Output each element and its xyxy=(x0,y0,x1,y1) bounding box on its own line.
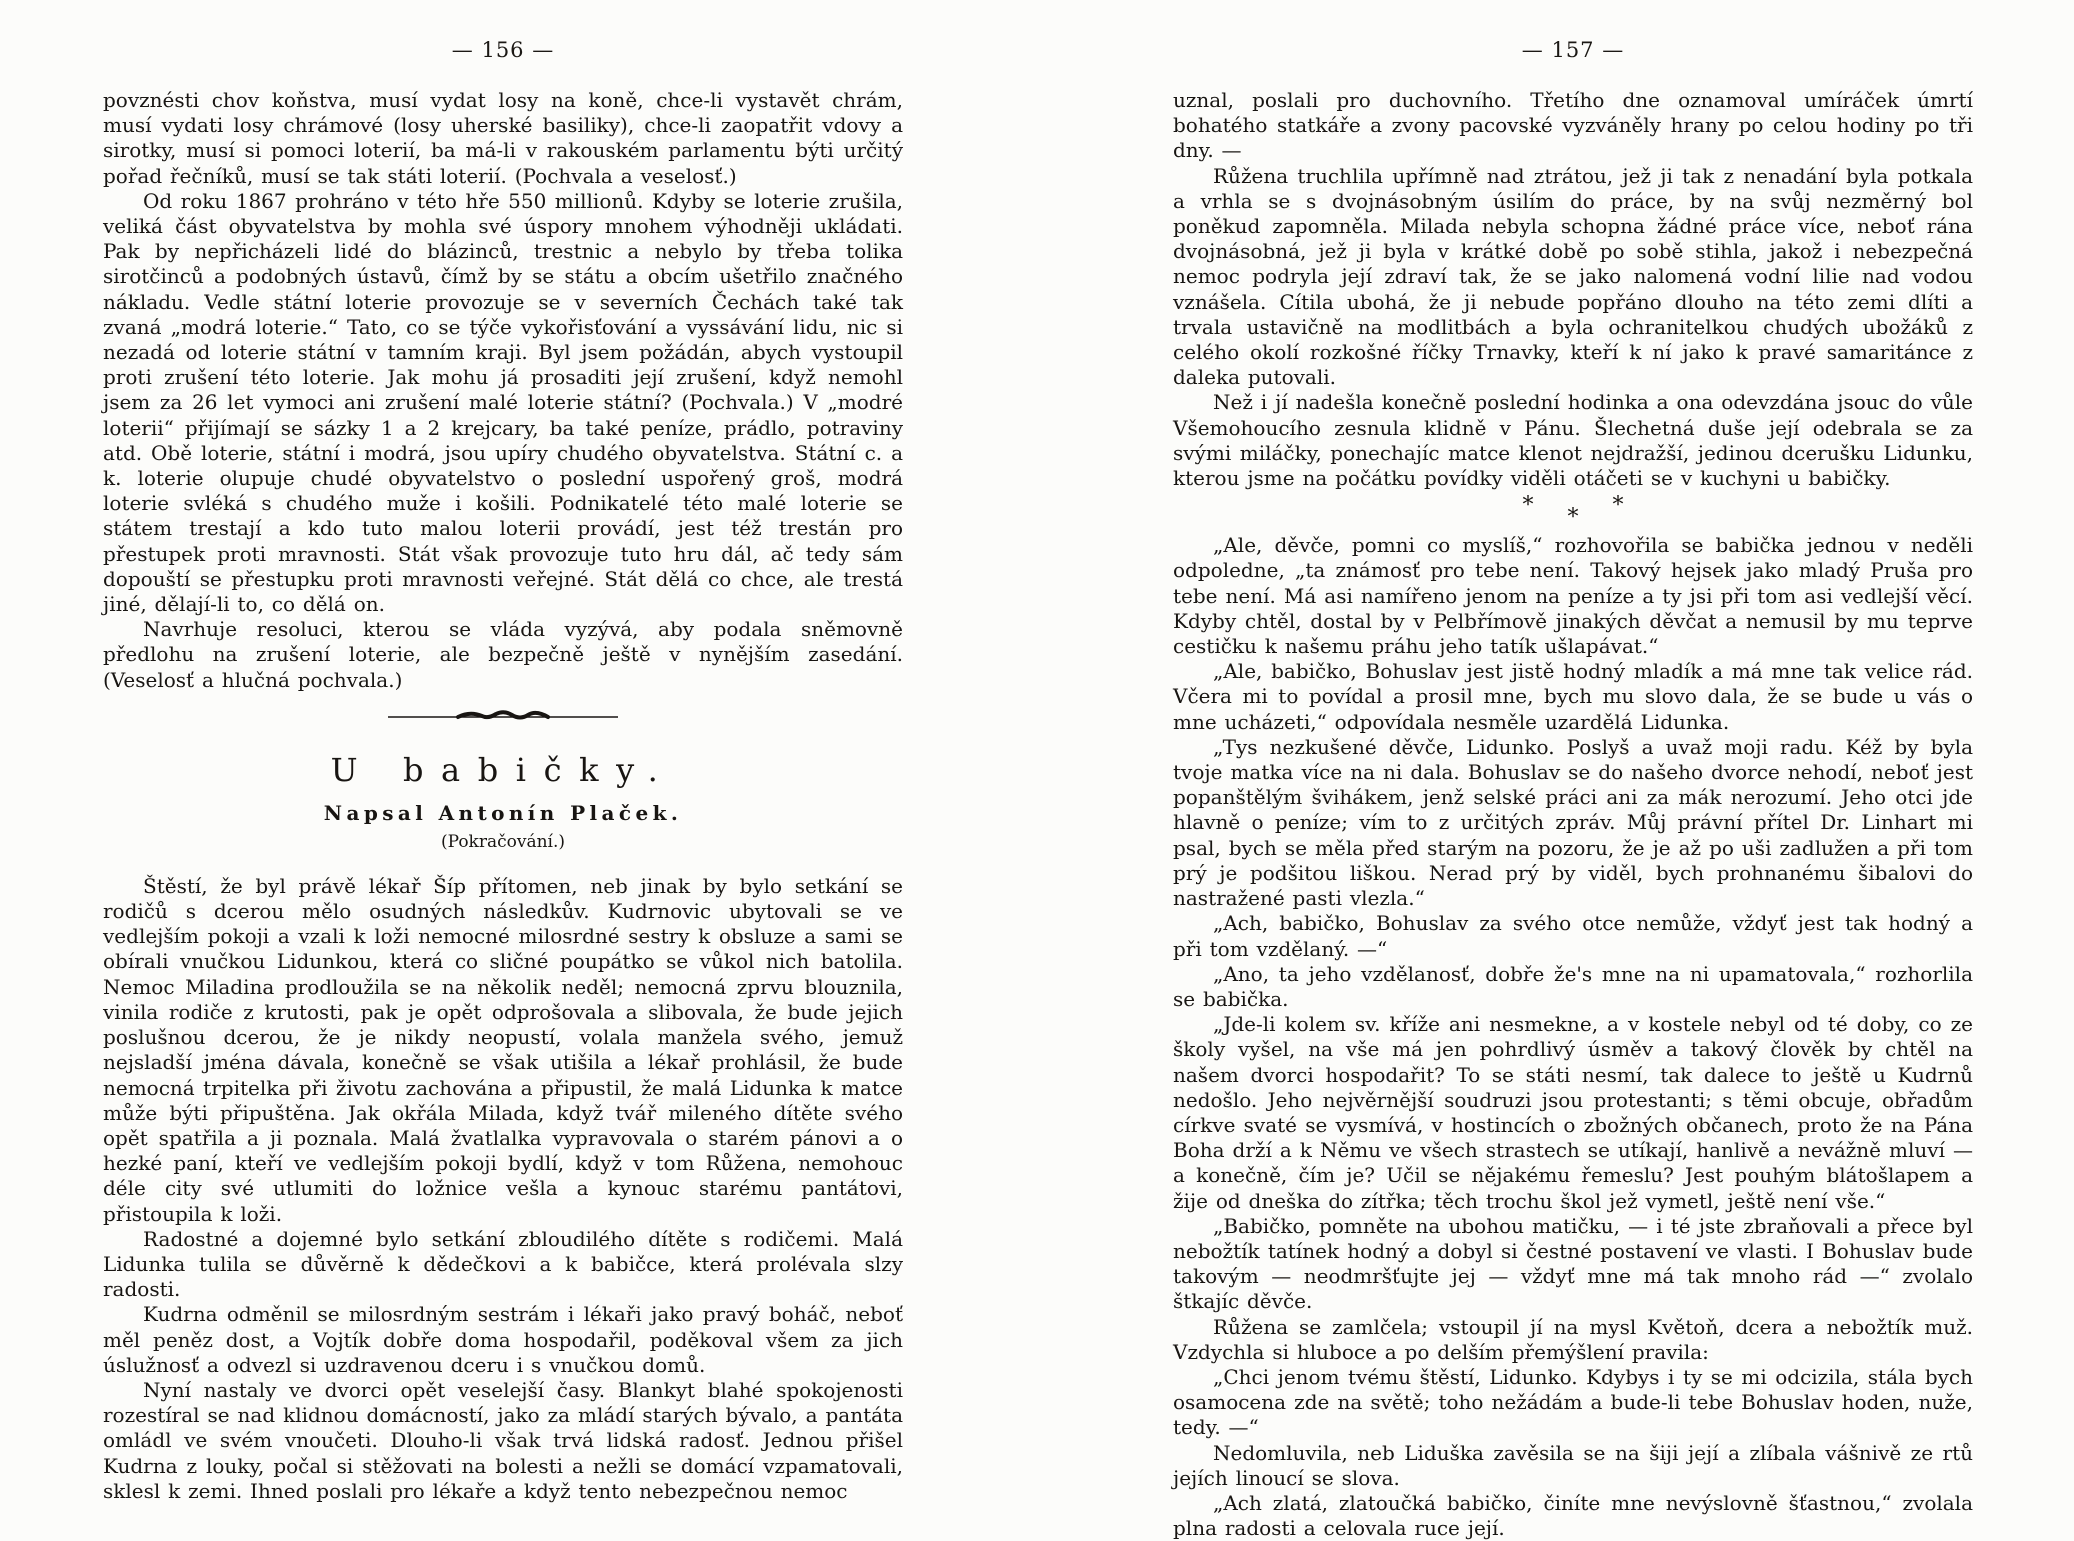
paragraph: Než i jí nadešla konečně poslední hodinka a ona odevzdána jsouc do vůle Všemohoucího zesnula klidně v Pánu. Šlechetná duše její odebrala se za svými miláčky, ponechajíc matce klenot nejdražší, jedinou dcerušku Lidunku, kterou jsme na počátku povídky viděli otáčeti se v kuchyni u babičky. xyxy=(1173,390,1973,491)
right-page xyxy=(1173,38,1973,1541)
paragraph: „Tys nezkušené děvče, Lidunko. Poslyš a uvaž moji radu. Kéž by byla tvoje matka více na ni dala. Bohuslav se do našeho dvorce nehodí, neboť jest popanštělým švihákem, jenž selské práci ani za mák nerozumí. Jeho otci jde hlavně o peníze; vím to z určitých zpráv. Můj právní přítel Dr. Linhart mi psal, bych se měla před starým na pozoru, že je až po uši zadlužen a při tom prý je podšitou liškou. Nerad prý by viděl, bych prohnanému šibalovi do nastražené pasti vlezla.“ xyxy=(1173,734,1973,911)
asterisk: * xyxy=(1612,493,1624,519)
asterisk: * xyxy=(1522,493,1534,519)
paragraph: „Jde-li kolem sv. kříže ani nesmekne, a v kostele nebyl od té doby, co ze školy vyšel, na vše má jen pohrdlivý úsměv a takový člověk by chtěl na našem dvorci hospodařit? To se státi nesmí, tak dalece to ještě u Kudrnů nedošlo. Jeho nejvěrnější soudruzi jsou protestanti; s těmi obcuje, obřadům církve svaté se vysmívá, v hostincích o zbožných občanech, proto že na Pána Boha drží a k Němu ve všech strastech se utíkají, hanlivě a nevážně mluví — a konečně, čím je? Učil se nějakému řemeslu? Jest pouhým blátošlapem a žije od dneška do zítřka; těch trochu škol jež vymetl, ještě není vše.“ xyxy=(1173,1012,1973,1213)
story-section xyxy=(103,874,903,1504)
asterisk-break xyxy=(1173,493,1973,531)
paragraph: „Babičko, pomněte na ubohou matičku, — i té jste zbraňovali a přece byl nebožtík tatínek hodný a dobyl si čestné postavení ve vlasti. I Bohuslav bude takovým — neodmršťujte jej — vždyť mne má tak mnoho rád —“ zvolalo štkajíc děvče. xyxy=(1173,1213,1973,1314)
dialogue-section xyxy=(1173,533,1973,1541)
page-number: — 157 — xyxy=(1521,38,1625,62)
paragraph: „Chci jenom tvému štěstí, Lidunko. Kdybys i ty se mi odcizila, stála bych osamocena zde na světě; toho nežádám a bude-li tebe Bohuslav hoden, nuže, tedy. —“ xyxy=(1173,1364,1973,1440)
paragraph: Růžena se zamlčela; vstoupil jí na mysl Květoň, dcera a nebožtík muž. Vzdychla si hluboce a po delším přemýšlení pravila: xyxy=(1173,1314,1973,1364)
paragraph: Navrhuje resoluci, kterou se vláda vyzývá, aby podala sněmovně předlohu na zrušení loterie, ale bezpečně ještě v nynějším zasedání. (Veselosť a hlučná pochvala.) xyxy=(103,617,903,692)
paragraph: „Ano, ta jeho vzdělanosť, dobře že's mne na ni upamatovala,“ rozhorlila se babička. xyxy=(1173,961,1973,1011)
paragraph: „Ale, děvče, pomni co myslíš,“ rozhovořila se babička jednou v neděli odpoledne, „ta známosť pro tebe není. Takový hejsek jako mladý Pruša pro tebe není. Má asi namířeno jenom na peníze a ty jsi při tom asi vedlejší věcí. Kdyby chtěl, dostal by v Pelbřímově jinakých děvčat a nemusil by mu teprve cestičku k našemu práhu jeho tatík ušlapávat.“ xyxy=(1173,533,1973,659)
paragraph: Růžena truchlila upřímně nad ztrátou, jež ji tak z nenadání byla potkala a vrhla se s dvojnásobným úsilím do práce, by na svůj nezměrný bol poněkud zapomněla. Milada nebyla schopna žádné práce více, neboť rána dvojnásobná, jež ji byla v krátké době po sobě stihla, jakož i nebezpečná nemoc podryla její zdraví tak, že se jako nalomená vodní lilie nad vodou vznášela. Cítila ubohá, že ji nebude popřáno dlouho na této zemi dlíti a trvala ustavičně na modlitbách a byla ochranitelkou chudých ubožáků z celého okolí rozkošné říčky Trnavky, kteří k ní jako k pravé samaritánce z daleka putovali. xyxy=(1173,163,1973,390)
paragraph: „Ach, babičko, Bohuslav za svého otce nemůže, vždyť jest tak hodný a při tom vzdělaný. —“ xyxy=(1173,911,1973,961)
story-author: Napsal Antonín Plaček. xyxy=(323,800,683,825)
paragraph: Nyní nastaly ve dvorci opět veselejší časy. Blankyt blahé spokojenosti rozestíral se nad klidnou domácností, jako za mládí starých bývalo, a pantáta omládl ve svém vnoučeti. Dlouho-li však trvá lidská radosť. Jednou přišel Kudrna z louky, počal si stěžovati na bolesti a nežli se domácí vzpamatovali, sklesl k zemi. Ihned poslali pro lékaře a když tento nebezpečnou nemoc xyxy=(103,1377,903,1503)
paragraph: Od roku 1867 prohráno v této hře 550 millionů. Kdyby se loterie zrušila, veliká část obyvatelstva by mohla své úspory mnohem výhodněji ukládati. Pak by nepřicházeli lidé do blázinců, trestnic a nebylo by třeba tolika sirotčinců a podobných ústavů, čímž by se státu a obcím ušetřilo značného nákladu. Vedle státní loterie provozuje se v severních Čechách také tak zvaná „modrá loterie.“ Tato, co se týče vykořisťování a vyssávání lidu, nic si nezadá od loterie státní v tamním kraji. Byl jsem požádán, abych vystoupil proti zrušení této loterie. Jak mohu já prosaditi její zrušení, když nemohl jsem za 26 let vymoci ani zrušení malé loterie státní? (Pochvala.) V „modré loterii“ přijímají se sázky 1 a 2 krejcary, ba také peníze, prádlo, potraviny atd. Obě loterie, státní i modrá, jsou upíry chudého obyvatelstva. Státní c. a k. loterie olupuje chudé obyvatelstvo o poslední uspořený groš, modrá loterie svléká s chudého muže i košili. Podnikatelé této malé loterie se státem trestají a kdo tuto malou loterii provádí, jest též trestán pro přestupek proti mravnosti. Stát však provozuje tuto hru dál, ač tedy sám dopouští se přestupku proti mravnosti veřejné. Stát dělá co chce, ale trestá jiné, dělají-li to, co dělá on. xyxy=(103,188,903,617)
section-divider-ornament xyxy=(388,709,618,725)
paragraph: Kudrna odměnil se milosrdným sestrám i lékaři jako pravý boháč, neboť měl peněz dost, a Vojtík dobře doma hospodařil, poděkoval všem za jich úslužnosť a odvezl si uzdravenou dceru i s vnučkou domů. xyxy=(103,1302,903,1377)
page-number: — 156 — xyxy=(451,38,555,62)
continuation-note: (Pokračování.) xyxy=(440,831,566,852)
paragraph: Nedomluvila, neb Liduška zavěsila se na šiji její a zlíbala vášnivě ze rtů jejích linoucí se slova. xyxy=(1173,1440,1973,1490)
paragraph: uznal, poslali pro duchovního. Třetího dne oznamoval umíráček úmrtí bohatého statkáře a zvony pacovské vyzváněly hrany po celou hodiny po tři dny. — xyxy=(1173,88,1973,163)
paragraph: „Ale, babičko, Bohuslav jest jistě hodný mladík a má mne tak velice rád. Včera mi to povídal a prosil mne, bych mu slovo dala, že se bude u vás o mne ucházeti,“ odpovídala nesměle uzardělá Lidunka. xyxy=(1173,659,1973,734)
asterisk: * xyxy=(1567,505,1579,531)
paragraph: Štěstí, že byl právě lékař Šíp přítomen, neb jinak by bylo setkání se rodičů s dcerou mělo osudných následkův. Kudrnovic ubytovali se ve vedlejším pokoji a vzali k loži nemocné milosrdné sestry k obsluze a sami se obírali vnučkou Lidunkou, která co sličné poupátko se vůkol nich batolila. Nemoc Miladina prodloužila se na několik neděl; nemocná zprvu blouznila, vinila rodiče z krutosti, pak je opět odprošovala a slibovala, že bude jejich poslušnou dcerou, že je nikdy neopustí, volala manžela svého, jemuž nejsladší jména dávala, konečně se však utišila a lékař prohlásil, že bude nemocná trpitelka při životu zachována a připustil, že malá Lidunka k matce může býti připuštěna. Jak okřála Milada, když tvář mileného dítěte svého opět spatřila a ji poznala. Malá žvatlalka vypravovala o starém pánovi a o hezké paní, kteří ve vedlejším pokoji bydlí, když v tom Růžena, nemohouc déle city své utlumiti do ložnice vešla a kynouc starému pantátovi, přistoupila k loži. xyxy=(103,873,903,1226)
paragraph: Radostné a dojemné bylo setkání zbloudilého dítěte s rodičemi. Malá Lidunka tulila se důvěrně k dědečkovi a k babičce, která prolévala slzy radosti. xyxy=(103,1226,903,1302)
paragraph: „Ach zlatá, zlatoučká babičko, činíte mne nevýslovně šťastnou,“ zvolala plna radosti a celovala ruce její. xyxy=(1173,1490,1973,1541)
left-page xyxy=(103,38,903,1504)
paragraph: povznésti chov koňstva, musí vydat losy na koně, chce-li vystavět chrám, musí vydati losy chrámové (losy uherské basiliky), chce-li zaopatřit vdovy a sirotky, musí si pomoci loterií, ba má-li v rakouském parlamentu býti určitý pořad řečníků, musí se tak státi loterií. (Pochvala a veselosť.) xyxy=(103,88,903,188)
speech-section xyxy=(103,88,903,693)
story-section-continued xyxy=(1173,88,1973,491)
story-title: U babičky. xyxy=(330,750,676,789)
